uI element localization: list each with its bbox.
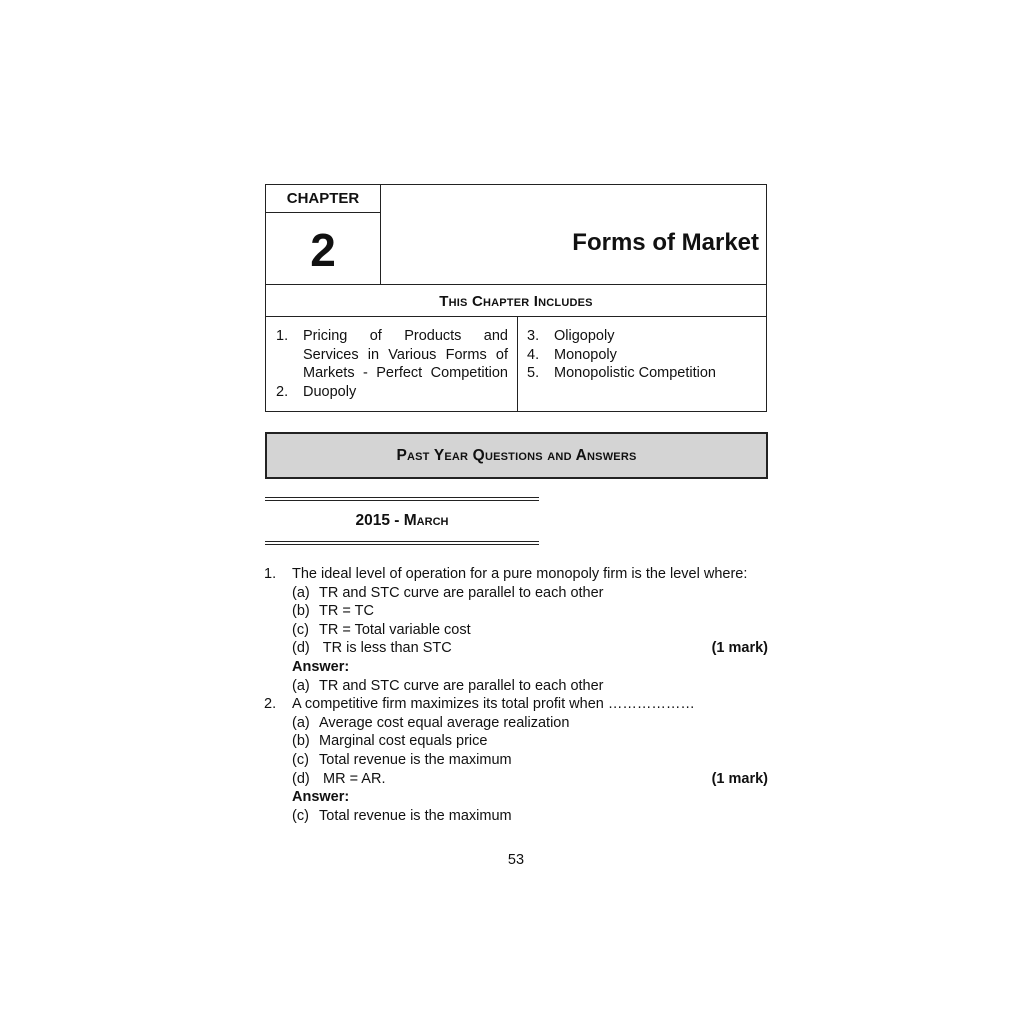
option-letter: (d) [292, 770, 310, 787]
option-text: TR and STC curve are parallel to each other [319, 584, 604, 601]
includes-item-text: Monopoly [554, 346, 617, 363]
answer-label: Answer: [292, 658, 350, 675]
past-year-banner: Past Year Questions and Answers [265, 432, 768, 479]
includes-item-line: Services in Various Forms of [303, 346, 508, 363]
question [264, 695, 768, 714]
option-letter: (b) [292, 733, 310, 750]
question-option [292, 584, 768, 603]
includes-item [527, 364, 757, 383]
chapter-label: CHAPTER [266, 185, 381, 213]
question-option [292, 714, 768, 733]
chapter-title: Forms of Market [572, 229, 759, 256]
option-letter: (a) [292, 584, 310, 601]
answer-letter: (a) [292, 677, 310, 694]
option-text: TR is less than STC [319, 640, 452, 657]
heading-rule [265, 541, 539, 542]
includes-item-text [303, 327, 508, 383]
year-heading: 2015 - March [355, 512, 449, 529]
includes-item-number: 4. [527, 346, 540, 363]
includes-item [276, 327, 508, 383]
option-text: MR = AR. [319, 770, 386, 787]
answer-option [292, 677, 768, 696]
question-option [292, 732, 768, 751]
question-option [292, 751, 768, 770]
includes-item-number: 5. [527, 365, 540, 382]
answer-letter: (c) [292, 807, 309, 824]
includes-item-line: Markets - Perfect Competition [303, 365, 508, 382]
option-letter: (b) [292, 603, 310, 620]
option-letter: (d) [292, 640, 310, 657]
option-letter: (c) [292, 621, 309, 638]
option-text: TR = Total variable cost [319, 621, 471, 638]
answer-option [292, 807, 768, 826]
option-letter: (a) [292, 714, 310, 731]
includes-item [527, 346, 757, 365]
heading-rule [265, 497, 539, 498]
question-text: The ideal level of operation for a pure monopoly firm is the level where: [292, 566, 748, 582]
includes-heading: This Chapter Includes [266, 285, 766, 317]
question-number: 1. [264, 566, 277, 582]
includes-item-number: 2. [276, 383, 289, 400]
includes-item-number: 3. [527, 328, 540, 344]
includes-item-text: Duopoly [303, 383, 357, 400]
option-letter: (c) [292, 751, 309, 768]
option-text: Total revenue is the maximum [319, 751, 512, 768]
chapter-header [265, 184, 767, 285]
includes-item-text: Oligopoly [554, 328, 615, 344]
page-number: 53 [507, 852, 525, 868]
includes-right-column [527, 327, 757, 383]
includes-divider [517, 317, 518, 411]
answer-text: TR and STC curve are parallel to each other [319, 677, 604, 694]
mark-label: (1 mark) [711, 640, 768, 657]
question-option [292, 639, 768, 658]
question-option [292, 602, 768, 621]
option-text: TR = TC [319, 603, 374, 620]
answer-label: Answer: [292, 789, 350, 806]
heading-rule [265, 500, 539, 501]
question-list [264, 565, 768, 825]
question-number: 2. [264, 696, 277, 713]
answer-text: Total revenue is the maximum [319, 807, 512, 824]
includes-item-text: Monopolistic Competition [554, 365, 716, 382]
includes-left-column [276, 327, 508, 401]
includes-item-number: 1. [276, 328, 289, 344]
option-text: Average cost equal average realization [319, 714, 570, 731]
includes-item [527, 327, 757, 346]
chapter-includes-box [265, 285, 767, 412]
mark-label: (1 mark) [711, 770, 768, 787]
heading-rule [265, 544, 539, 545]
question-option [292, 770, 768, 789]
chapter-number: 2 [266, 213, 381, 284]
question [264, 565, 768, 584]
question-option [292, 621, 768, 640]
question-text: A competitive firm maximizes its total profit when ……………… [292, 696, 695, 713]
includes-item [276, 383, 508, 402]
option-text: Marginal cost equals price [319, 733, 488, 750]
includes-item-line: Pricing of Products and [303, 328, 508, 344]
